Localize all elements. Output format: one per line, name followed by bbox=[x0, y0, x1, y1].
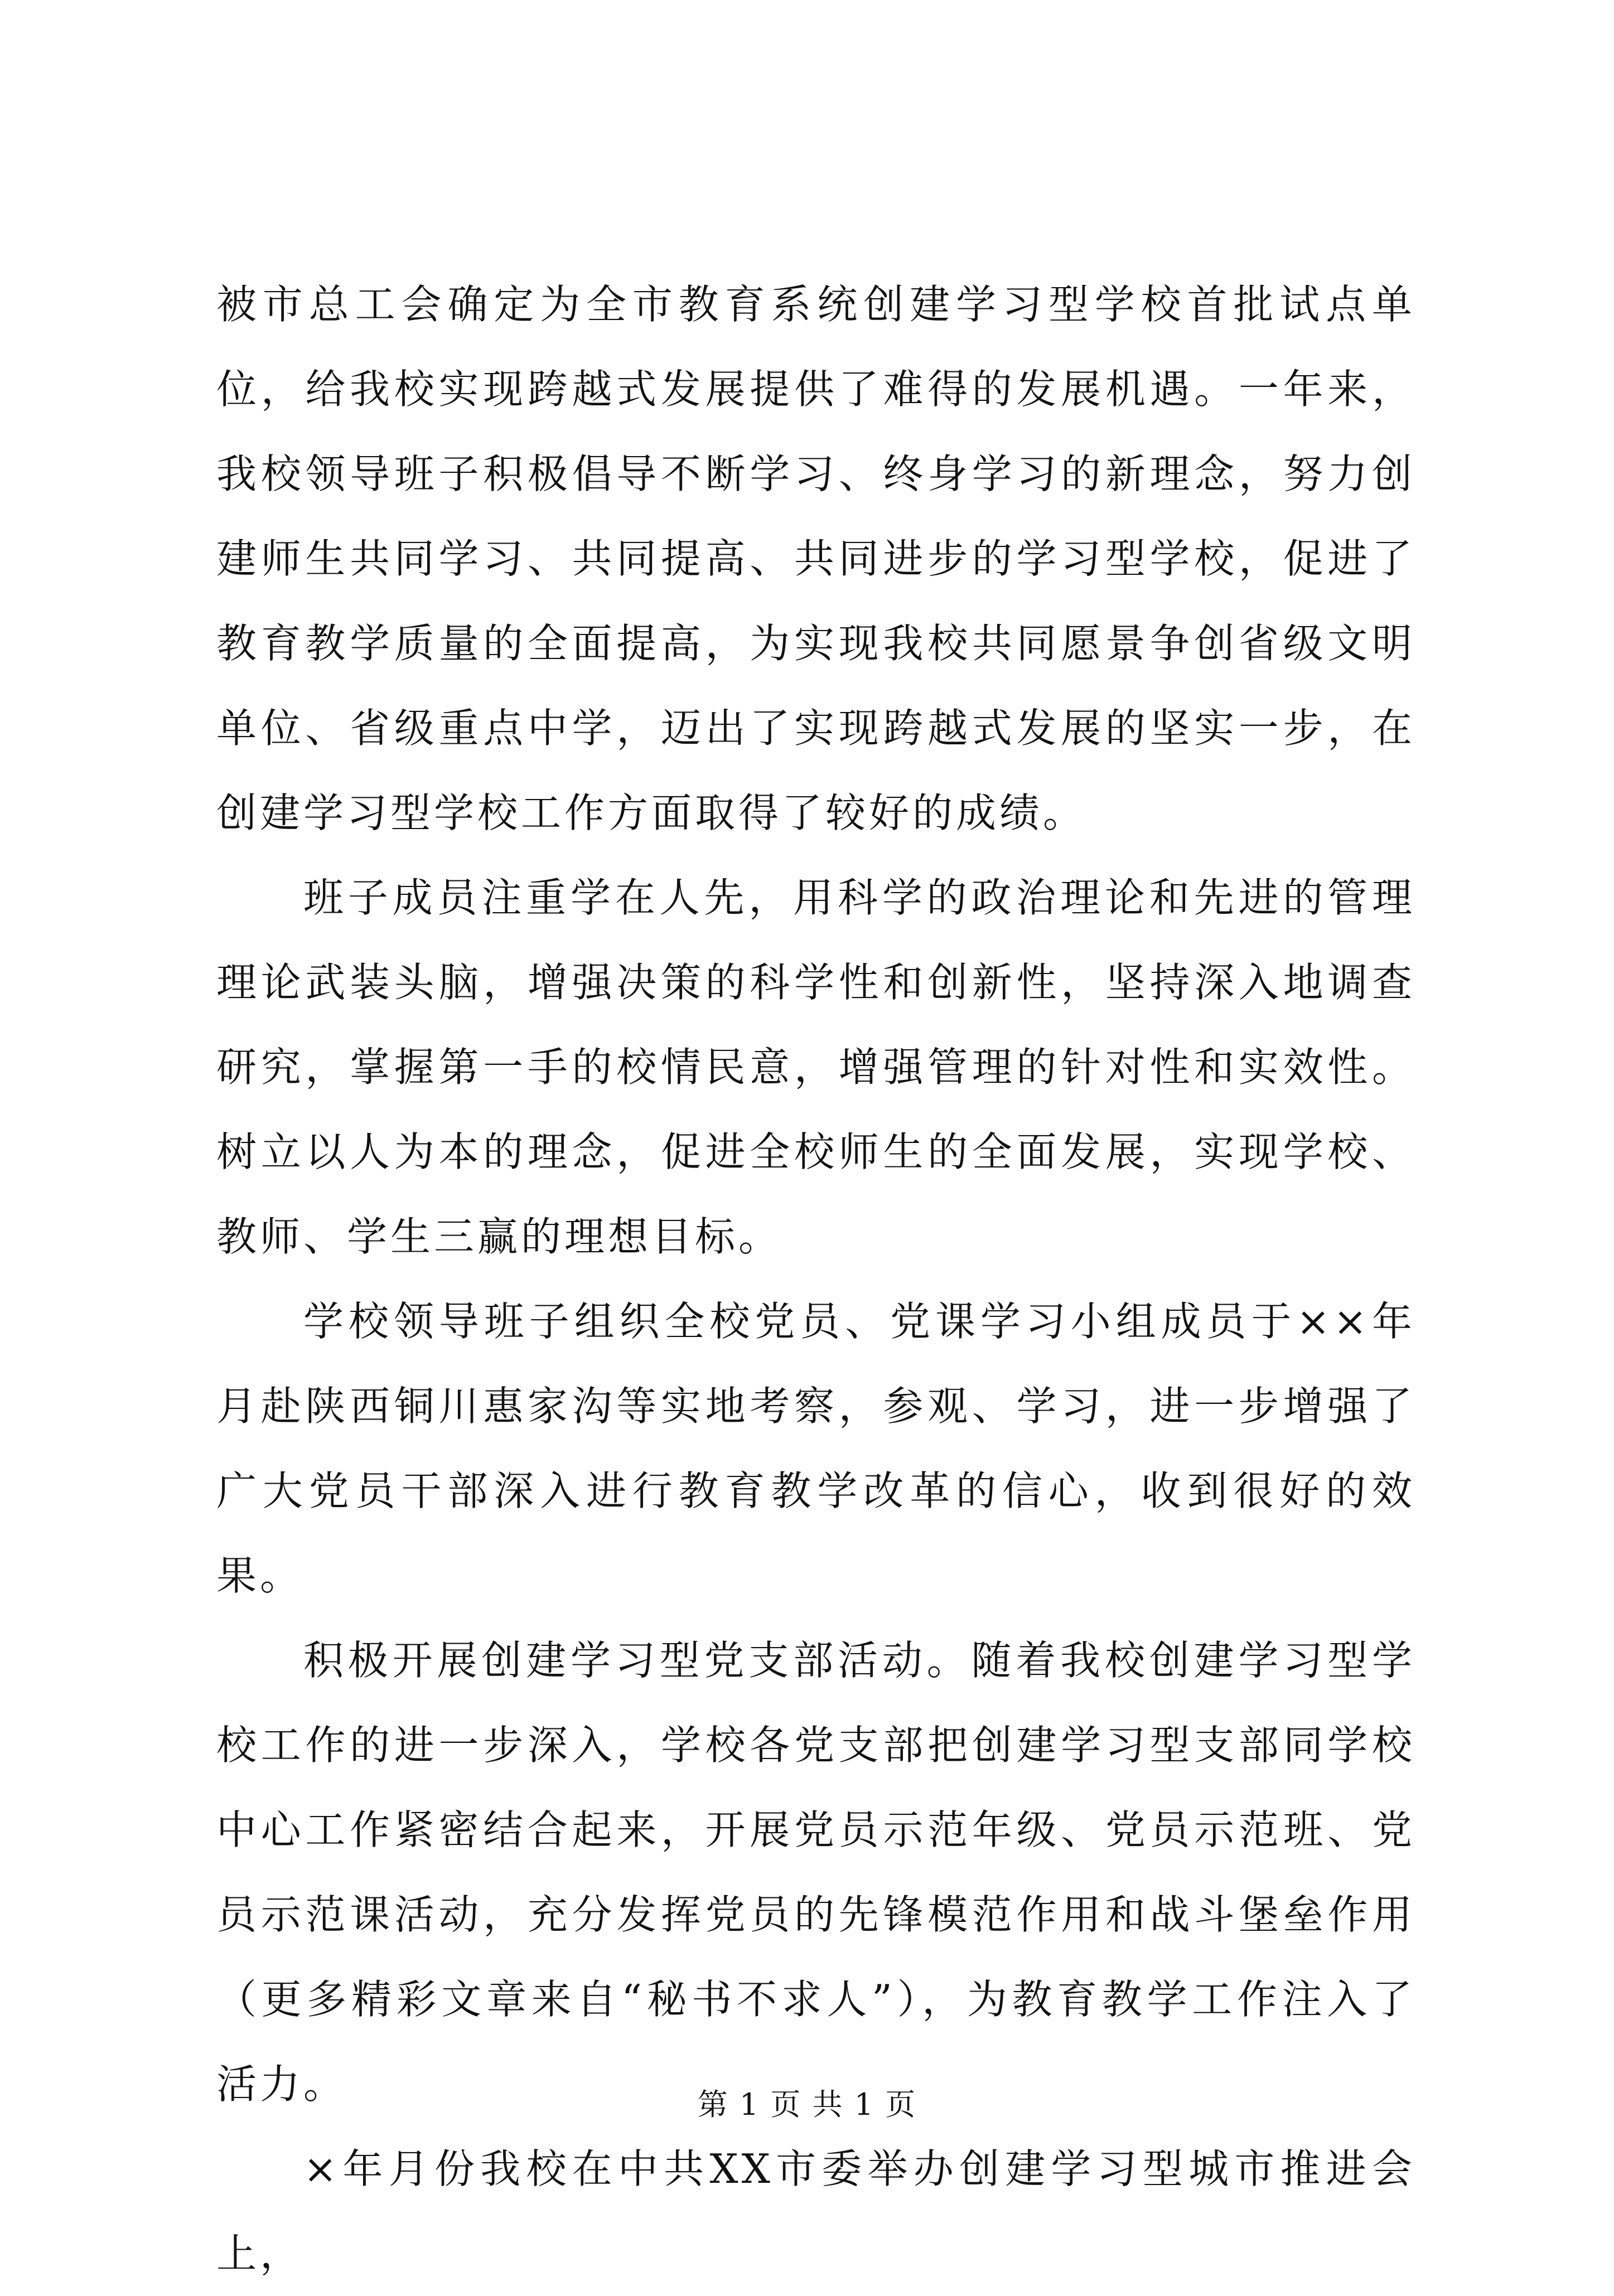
paragraph-5: ×年月份我校在中共XX市委举办创建学习型城市推进会上， bbox=[216, 2145, 1415, 2277]
paragraph-4: 积极开展创建学习型党支部活动。随着我校创建学习型学校工作的进一步深入，学校各党支部把创建学习型支部同学校中心工作紧密结合起来，开展党员示范年级、党员示范班、党员示范课活动，充分发挥党员的先锋模范作用和战斗堡垒作用（更多精彩文章来自“秘书不求人”），为教育教学工作注入了活力。 bbox=[216, 1637, 1415, 2108]
paragraph-3: 学校领导班子组织全校党员、党课学习小组成员于××年月赴陕西铜川惠家沟等实地考察，参观、学习，进一步增强了广大党员干部深入进行教育教学改革的信心，收到很好的效果。 bbox=[216, 1298, 1415, 1599]
page-number-footer: 第 1 页 共 1 页 bbox=[697, 2087, 917, 2122]
paragraph-2: 班子成员注重学在人先，用科学的政治理论和先进的管理理论武装头脑，增强决策的科学性和创新性，坚持深入地调查研究，掌握第一手的校情民意，增强管理的针对性和实效性。树立以人为本的理念，促进全校师生的全面发展，实现学校、教师、学生三赢的理想目标。 bbox=[216, 874, 1415, 1260]
document-body bbox=[216, 262, 1415, 2296]
paragraph-1: 被市总工会确定为全市教育系统创建学习型学校首批试点单位，给我校实现跨越式发展提供了难得的发展机遇。一年来，我校领导班子积极倡导不断学习、终身学习的新理念，努力创建师生共同学习、共同提高、共同进步的学习型学校，促进了教育教学质量的全面提高，为实现我校共同愿景争创省级文明单位、省级重点中学，迈出了实现跨越式发展的坚实一步，在创建学习型学校工作方面取得了较好的成绩。 bbox=[216, 281, 1415, 836]
